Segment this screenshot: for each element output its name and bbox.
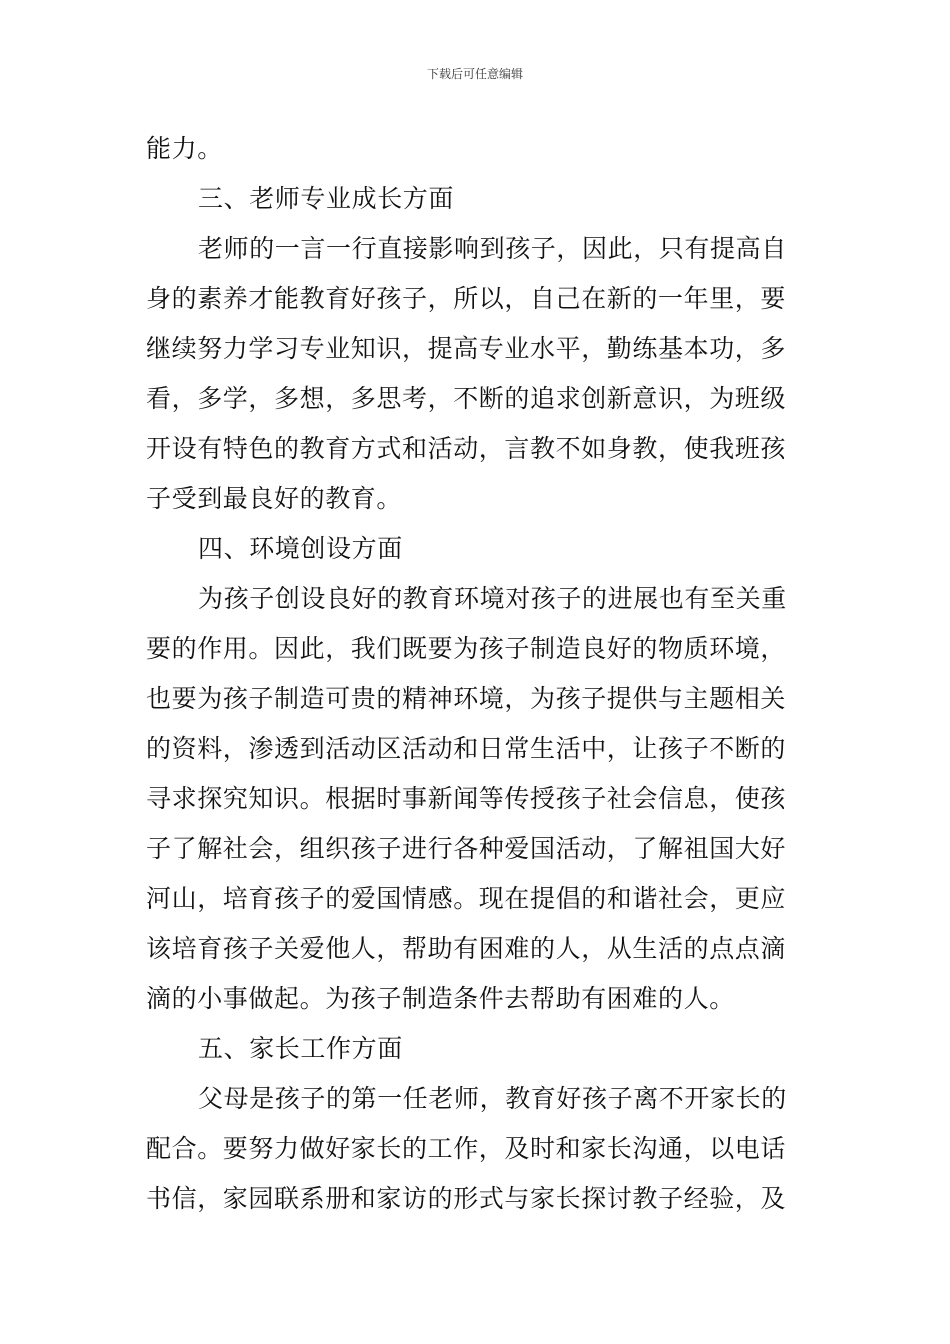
paragraph-line: 为孩子创设良好的教育环境对孩子的进展也有至关重 — [198, 584, 787, 613]
paragraph-line: 子了解社会，组织孩子进行各种爱国活动，了解祖国大好 — [146, 834, 787, 863]
paragraph-line: 寻求探究知识。根据时事新闻等传授孩子社会信息，使孩 — [146, 784, 787, 813]
paragraph-line: 开设有特色的教育方式和活动，言教不如身教，使我班孩 — [146, 434, 787, 463]
paragraph-line: 的资料，渗透到活动区活动和日常生活中，让孩子不断的 — [146, 734, 787, 763]
paragraph-line: 滴的小事做起。为孩子制造条件去帮助有困难的人。 — [146, 984, 735, 1013]
document-body — [146, 124, 811, 1224]
paragraph-line: 身的素养才能教育好孩子，所以，自己在新的一年里，要 — [146, 284, 787, 313]
paragraph-line: 子受到最良好的教育。 — [146, 484, 403, 513]
page-header: 下载后可任意编辑 — [426, 67, 523, 81]
paragraph-line: 书信，家园联系册和家访的形式与家长探讨教子经验，及 — [146, 1184, 787, 1213]
section-heading-teacher-growth: 三、老师专业成长方面 — [198, 184, 455, 213]
paragraph-line: 也要为孩子制造可贵的精神环境，为孩子提供与主题相关 — [146, 684, 787, 713]
paragraph-line: 河山，培育孩子的爱国情感。现在提倡的和谐社会，更应 — [146, 884, 787, 913]
paragraph-line: 该培育孩子关爱他人，帮助有困难的人，从生活的点点滴 — [146, 934, 787, 963]
paragraph-line: 能力。 — [146, 134, 223, 163]
paragraph-line: 父母是孩子的第一任老师，教育好孩子离不开家长的 — [198, 1084, 787, 1113]
paragraph-line: 老师的一言一行直接影响到孩子，因此，只有提高自 — [198, 234, 787, 263]
section-heading-environment: 四、环境创设方面 — [198, 534, 403, 563]
paragraph-line: 配合。要努力做好家长的工作，及时和家长沟通，以电话 — [146, 1134, 787, 1163]
paragraph-line: 要的作用。因此，我们既要为孩子制造良好的物质环境， — [146, 634, 787, 663]
paragraph-line: 继续努力学习专业知识，提高专业水平，勤练基本功，多 — [146, 334, 787, 363]
paragraph-line: 看，多学，多想，多思考，不断的追求创新意识，为班级 — [146, 384, 787, 413]
section-heading-parent-work: 五、家长工作方面 — [198, 1034, 403, 1063]
